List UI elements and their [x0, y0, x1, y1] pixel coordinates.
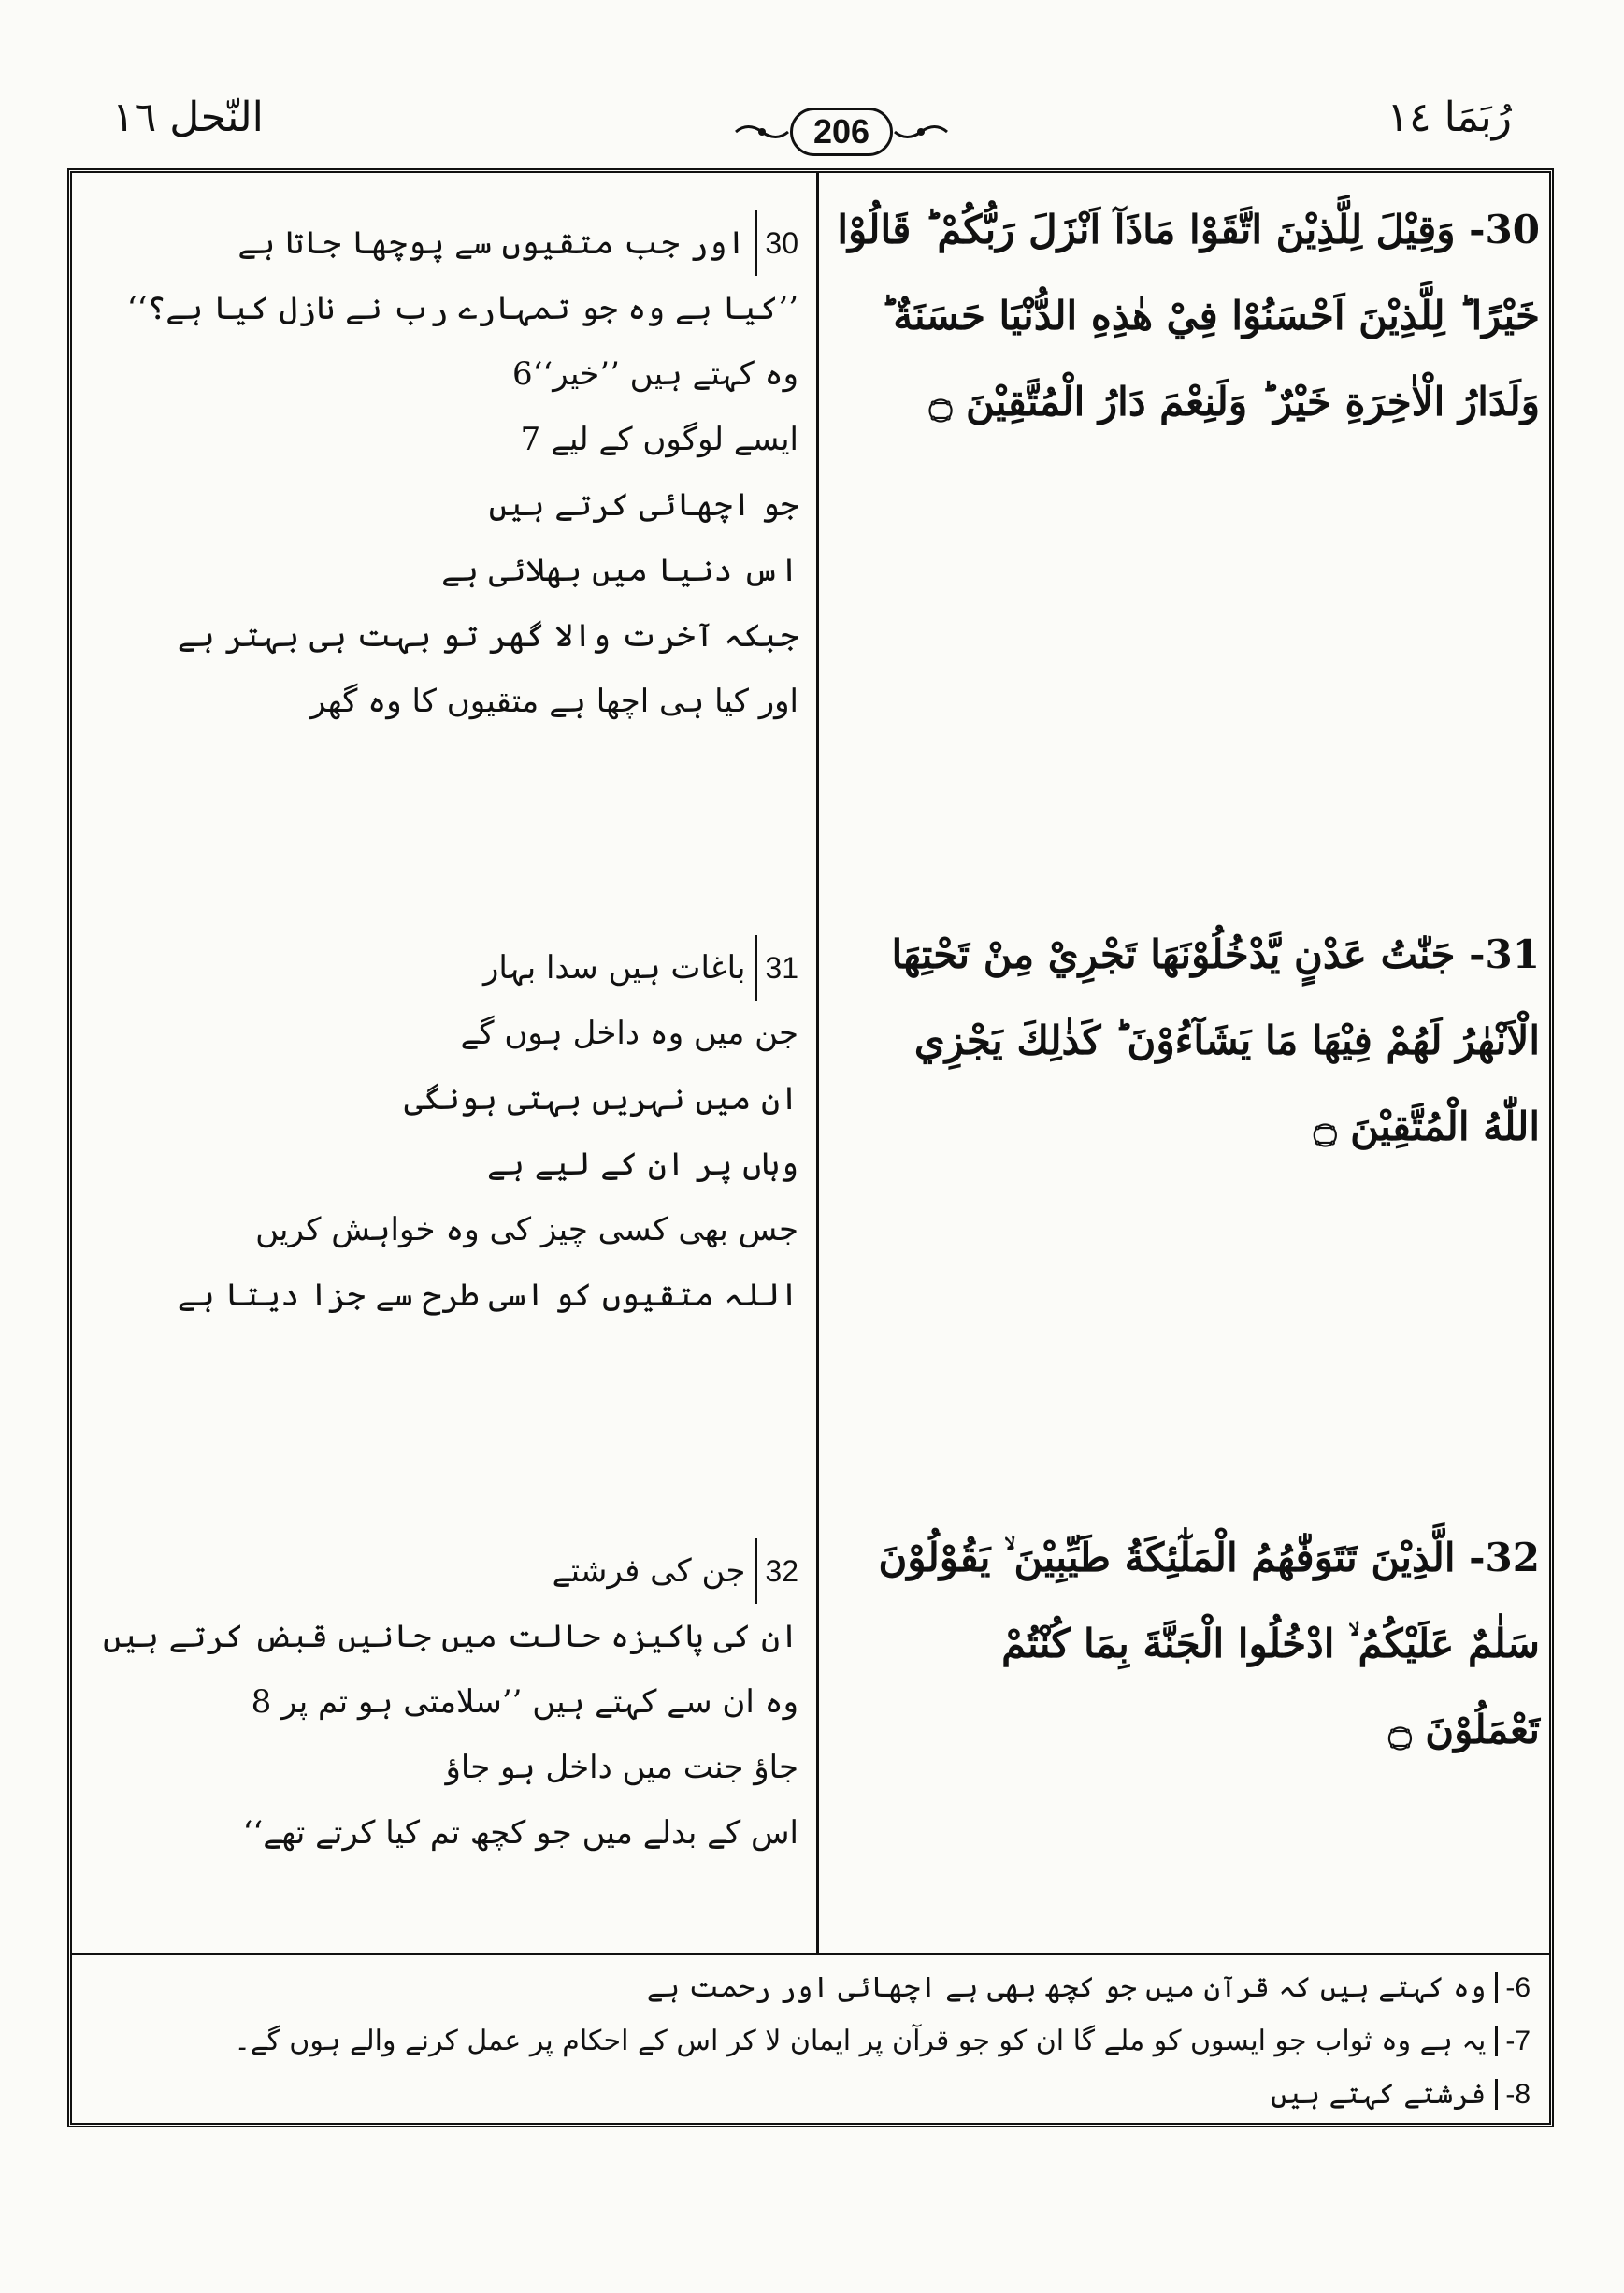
- footnote-number: 8-: [1495, 2079, 1531, 2110]
- urdu-line: [107, 935, 798, 1001]
- page-number: 206: [790, 108, 893, 156]
- urdu-line: ان میں نہریں بہتی ہونگی: [404, 1080, 798, 1118]
- juz-name: رُبَمَا ١٤: [1387, 94, 1512, 141]
- urdu-line: ’’کیا ہے وہ جو تمہارے رب نے نازل کیا ہے؟‘‘: [126, 290, 798, 327]
- arabic-line: خَيْرًا ؕ لِلَّذِيْنَ اَحْسَنُوْا فِيْ هٰذِهِ الدُّنْيَا حَسَنَةٌ ؕ: [880, 293, 1540, 339]
- verse-number: 32: [755, 1538, 798, 1604]
- arabic-line: تَعْمَلُوْنَ ۝: [1388, 1707, 1540, 1752]
- verse-number: 30: [755, 210, 798, 276]
- urdu-line: وہ کہتے ہیں ’’خیر‘‘6: [511, 355, 798, 393]
- urdu-translation-30: [107, 210, 798, 734]
- arabic-line: سَلٰمٌ عَلَيْكُمُ ۙ ادْخُلُوا الْجَنَّةَ بِمَا كُنْتُمْ: [1001, 1621, 1540, 1666]
- urdu-line: جاؤ جنت میں داخل ہو جاؤ: [445, 1749, 798, 1786]
- arabic-line: وَلَدَارُ الْاٰخِرَةِ خَيْرٌ ؕ وَلَنِعْمَ دَارُ الْمُتَّقِيْنَ ۝: [928, 379, 1540, 425]
- urdu-lead-text: اور جب متقیوں سے پوچھا جاتا ہے: [237, 224, 746, 262]
- urdu-line: ان کی پاکیزہ حالت میں جانیں قبض کرتے ہیں: [103, 1618, 798, 1655]
- urdu-line: جس بھی کسی چیز کی وہ خواہش کریں: [255, 1211, 798, 1248]
- urdu-line: [107, 210, 798, 276]
- footnote-text: یہ ہے وہ ثواب جو ایسوں کو ملے گا ان کو جو قرآن پر ایمان لا کر اس کے احکام پر عمل کرنے والے ہوں گے۔: [234, 2025, 1487, 2057]
- footnote: [147, 2078, 1531, 2111]
- urdu-line: اس دنیا میں بھلائی ہے: [441, 552, 798, 589]
- footnote-text: فرشتے کہتے ہیں: [1271, 2078, 1487, 2111]
- urdu-line: اور کیا ہی اچھا ہے متقیوں کا وہ گھر: [309, 683, 798, 720]
- arabic-line: 30- وَقِيْلَ لِلَّذِيْنَ اتَّقَوْا مَاذَآ اَنْزَلَ رَبُّكُمْ ؕ قَالُوْا: [837, 207, 1540, 252]
- arabic-line: 32- الَّذِيْنَ تَتَوَفّٰهُمُ الْمَلٰٓئِكَةُ طَيِّبِيْنَ ۙ يَقُوْلُوْنَ: [878, 1535, 1540, 1580]
- right-ornament-icon: [893, 120, 949, 144]
- footnote: [147, 1971, 1531, 2004]
- urdu-translation-31: [107, 935, 798, 1328]
- urdu-line: وہاں پر ان کے لیے ہے: [487, 1146, 798, 1183]
- arabic-line: 31- جَنّٰتُ عَدْنٍ يَّدْخُلُوْنَهَا تَجْرِيْ مِنْ تَحْتِهَا: [891, 931, 1540, 977]
- arabic-verse-31: [825, 912, 1540, 1170]
- left-ornament-icon: [734, 120, 790, 144]
- urdu-line: وہ ان سے کہتے ہیں ’’سلامتی ہو تم پر 8: [251, 1683, 798, 1721]
- urdu-line: اس کے بدلے میں جو کچھ تم کیا کرتے تھے‘‘: [242, 1814, 798, 1852]
- verse-number: 31: [755, 935, 798, 1001]
- urdu-translation-32: [103, 1538, 798, 1866]
- arabic-verse-30: [825, 187, 1540, 445]
- arabic-verse-32: [825, 1515, 1540, 1773]
- urdu-line: [107, 1538, 798, 1604]
- page-number-badge: [729, 105, 954, 159]
- urdu-line: جن میں وہ داخل ہوں گے: [460, 1015, 798, 1052]
- urdu-line: اللہ متقیوں کو اسی طرح سے جزا دیتا ہے: [177, 1276, 798, 1314]
- footnote-number: 6-: [1495, 1972, 1531, 2003]
- urdu-lead-text: باغات ہیں سدا بہار: [483, 949, 746, 987]
- footnote: [147, 2025, 1531, 2057]
- column-divider: [816, 173, 819, 1954]
- arabic-line: الْاَنْهٰرُ لَهُمْ فِيْهَا مَا يَشَآءُوْنَ ؕ كَذٰلِكَ يَجْزِي: [913, 1017, 1540, 1063]
- urdu-lead-text: جن کی فرشتے: [552, 1552, 746, 1590]
- urdu-line: جو اچھائی کرتے ہیں: [488, 486, 798, 524]
- arabic-line: اللّٰهُ الْمُتَّقِيْنَ ۝: [1313, 1103, 1540, 1149]
- urdu-line: ایسے لوگوں کے لیے 7: [520, 421, 798, 458]
- urdu-line: جبکہ آخرت والا گھر تو بہت ہی بہتر ہے: [177, 617, 798, 655]
- footnote-text: وہ کہتے ہیں کہ قرآن میں جو کچھ بھی ہے اچھائی اور رحمت ہے: [646, 1971, 1487, 2004]
- surah-name: النّحل ١٦: [112, 94, 264, 141]
- footnote-number: 7-: [1495, 2026, 1531, 2056]
- footnote-divider: [72, 1953, 1549, 1955]
